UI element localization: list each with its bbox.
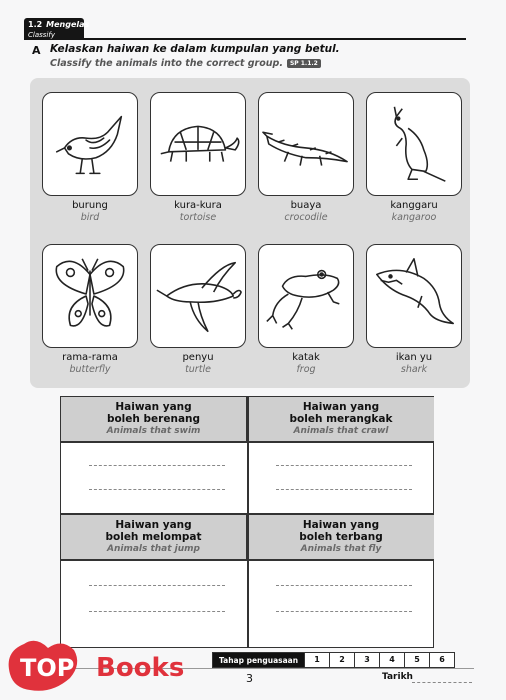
group-header-fly: Haiwan yang boleh terbang Animals that fly bbox=[248, 515, 434, 559]
animal-card-butterfly bbox=[42, 244, 138, 348]
mastery-level-box[interactable]: 6 bbox=[429, 653, 454, 667]
frog-icon bbox=[259, 245, 353, 347]
animal-label-kangaroo: kanggaru kangaroo bbox=[390, 200, 438, 223]
answer-line[interactable] bbox=[276, 611, 412, 612]
classification-table bbox=[60, 396, 434, 648]
header-rule bbox=[84, 38, 466, 40]
crocodile-icon bbox=[259, 93, 353, 195]
answer-line[interactable] bbox=[276, 465, 412, 466]
answer-area-crawl[interactable] bbox=[248, 443, 434, 519]
mastery-level-box[interactable]: 2 bbox=[329, 653, 354, 667]
shark-icon bbox=[367, 245, 461, 347]
animal-card-bird bbox=[42, 92, 138, 196]
animal-label-shark: ikan yu shark bbox=[395, 352, 433, 375]
animal-label-frog: katak frog bbox=[292, 352, 320, 375]
animal-card-frog bbox=[258, 244, 354, 348]
butterfly-icon bbox=[43, 245, 137, 347]
section-tag bbox=[24, 18, 90, 40]
answer-line[interactable] bbox=[89, 585, 225, 586]
bird-icon bbox=[43, 93, 137, 195]
section-subtitle: Classify bbox=[28, 31, 55, 39]
section-title: Mengelas bbox=[46, 20, 90, 29]
answer-line[interactable] bbox=[89, 465, 225, 466]
group-header-jump: Haiwan yang boleh melompat Animals that jump bbox=[61, 515, 247, 559]
table-vertical-divider bbox=[247, 397, 249, 647]
section-number: 1.2 bbox=[28, 20, 43, 29]
answer-area-swim[interactable] bbox=[61, 443, 247, 519]
animal-label-butterfly: rama-rama butterfly bbox=[62, 352, 118, 375]
answer-line[interactable] bbox=[89, 489, 225, 490]
mastery-level-box[interactable]: 5 bbox=[404, 653, 429, 667]
question-text-ms: Kelaskan haiwan ke dalam kumpulan yang betul. bbox=[50, 43, 340, 55]
answer-line[interactable] bbox=[276, 585, 412, 586]
animal-card-tortoise bbox=[150, 92, 246, 196]
animal-label-crocodile: buaya crocodile bbox=[284, 200, 328, 223]
question-text-en: Classify the animals into the correct group. bbox=[50, 58, 283, 69]
animal-card-kangaroo bbox=[366, 92, 462, 196]
animal-panel bbox=[30, 78, 470, 388]
topbooks-logo bbox=[0, 634, 196, 700]
mastery-label: Tahap penguasaan bbox=[213, 653, 304, 667]
answer-line[interactable] bbox=[276, 489, 412, 490]
page-number: 3 bbox=[246, 672, 253, 685]
tortoise-icon bbox=[151, 93, 245, 195]
date-label: Tarikh bbox=[382, 672, 413, 682]
animal-card-turtle bbox=[150, 244, 246, 348]
answer-area-jump[interactable] bbox=[61, 561, 247, 637]
mastery-level-bar bbox=[212, 652, 455, 668]
mastery-level-box[interactable]: 4 bbox=[379, 653, 404, 667]
group-header-swim: Haiwan yang boleh berenang Animals that swim bbox=[61, 397, 247, 441]
logo-text-top: TOP bbox=[20, 654, 75, 682]
date-field[interactable] bbox=[412, 682, 472, 683]
animal-card-shark bbox=[366, 244, 462, 348]
answer-area-fly[interactable] bbox=[248, 561, 434, 637]
kangaroo-icon bbox=[367, 93, 461, 195]
group-header-crawl: Haiwan yang boleh merangkak Animals that crawl bbox=[248, 397, 434, 441]
answer-line[interactable] bbox=[89, 611, 225, 612]
logo-text-books: Books bbox=[96, 653, 185, 683]
question-text-en-row bbox=[50, 58, 321, 69]
question-letter: A bbox=[32, 44, 41, 57]
standard-badge: SP 1.1.2 bbox=[287, 59, 321, 68]
turtle-icon bbox=[151, 245, 245, 347]
mastery-level-box[interactable]: 3 bbox=[354, 653, 379, 667]
animal-label-bird: burung bird bbox=[72, 200, 108, 223]
animal-label-tortoise: kura-kura tortoise bbox=[174, 200, 222, 223]
mastery-level-box[interactable]: 1 bbox=[304, 653, 329, 667]
animal-card-crocodile bbox=[258, 92, 354, 196]
animal-label-turtle: penyu turtle bbox=[182, 352, 214, 375]
